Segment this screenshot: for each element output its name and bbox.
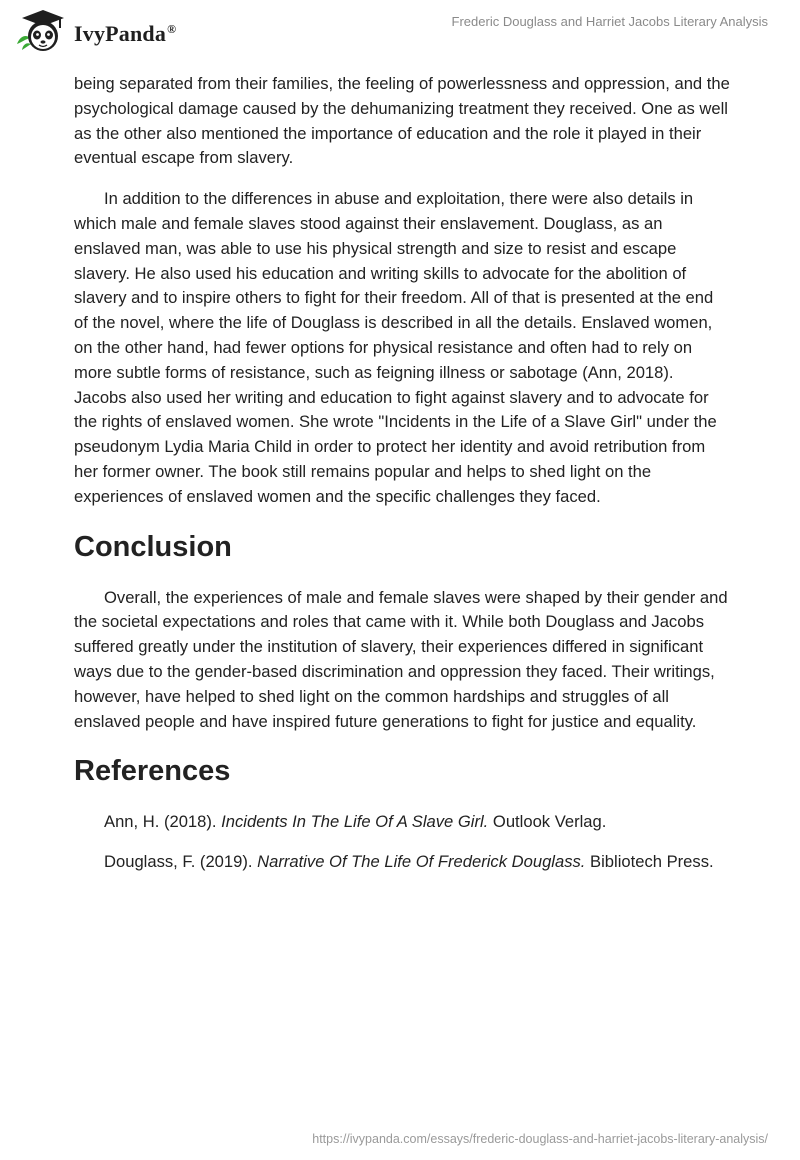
- paragraph-resistance: In addition to the differences in abuse and exploitation, there were also details in which male and female slaves stood against their enslavement. Douglass, as an enslaved man, was able to use his physical strength and size to resist and escape slavery. He also used his education and writing skills to advocate for the abolition of slavery and to inspire others to fight for their freedom. All of that is presented at the end of the novel, where the life of Douglass is described in all the details. Enslaved women, on the other hand, had fewer options for physical resistance and often had to rely on more subtle forms of resistance, such as feigning illness or sabotage (Ann, 2018). Jacobs also used her writing and education to fight against slavery and to advocate for the rights of enslaved women. She wrote "Incidents in the Life of a Slave Girl" under the pseudonym Lydia Maria Child in order to protect her identity and avoid retribution from her former owner. The book still remains popular and helps to shed light on the experiences of enslaved women and the specific challenges they faced.: [74, 189, 717, 506]
- references-heading: References: [74, 755, 231, 788]
- reference-item: Douglass, F. (2019). Narrative Of The Life Of Frederick Douglass. Bibliotech Press.: [104, 852, 714, 872]
- paragraph-continuation: being separated from their families, the feeling of powerlessness and oppression, and the psychological damage caused by the dehumanizing treatment they received. One as well as the other also mentioned the importance of education and the role it played in their eventual escape from slavery.: [74, 74, 730, 168]
- source-url[interactable]: https://ivypanda.com/essays/frederic-douglass-and-harriet-jacobs-literary-analysis/: [312, 1132, 768, 1146]
- conclusion-paragraph: Overall, the experiences of male and female slaves were shaped by their gender and the societal expectations and roles that came with it. While both Douglass and Jacobs suffered greatly under the institution of slavery, their experiences differed in significant ways due to the gender-based discrimination and oppression they faced. Their writings, however, have helped to shed light on the common hardships and struggles of all enslaved people and have inspired future generations to fight for justice and equality.: [74, 587, 728, 731]
- ivypanda-logo[interactable]: [14, 8, 176, 56]
- conclusion-heading: Conclusion: [74, 530, 232, 563]
- essay-content: [74, 72, 730, 890]
- page-header: [0, 0, 800, 70]
- document-title: Frederic Douglass and Harriet Jacobs Literary Analysis: [451, 14, 768, 29]
- panda-graduate-icon: [14, 8, 72, 56]
- reference-item: Ann, H. (2018). Incidents In The Life Of A Slave Girl. Outlook Verlag.: [104, 812, 607, 832]
- brand-name: IvyPanda®: [74, 21, 177, 46]
